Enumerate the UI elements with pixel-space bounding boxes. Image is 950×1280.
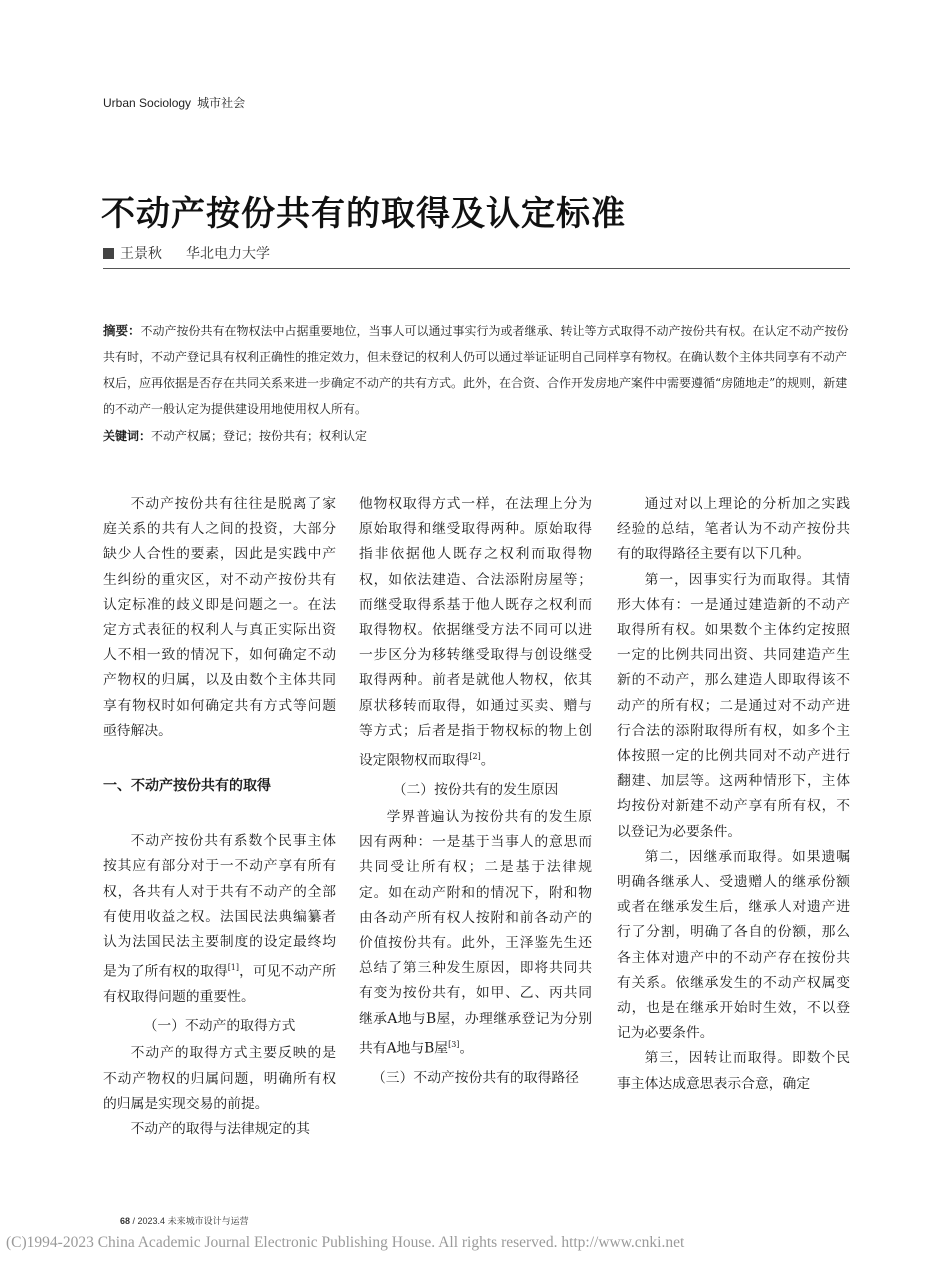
column-1 <box>103 492 336 1142</box>
keywords-label: 关键词： <box>103 429 152 443</box>
abstract-label: 摘要： <box>103 323 141 338</box>
paragraph: 学界普遍认为按份共有的发生原因有两种：一是基于当事人的意思而共同受让所有权；二是基于法律规定。如在动产附和的情况下，附和物由各动产所有权人按附和前各动产的价值按份共有。此外，王泽鉴先生还总结了第三种发生原因，即将共同共有变为按份共有，如甲、乙、丙共同继承A地与B屋，办理继承登记为分别共有A地与B屋[3]。 <box>359 809 592 1057</box>
paragraph: 第一，因事实行为而取得。其情形大体有：一是通过建造新的不动产取得所有权。如果数个主体约定按照一定的比例共同出资、共同建造产生新的不动产，那么建造人即取得该不动产的所有权；二是通过对不动产进行合法的添附取得所有权，如多个主体按照一定的比例共同对不动产进行翻建、加层等。这两种情形下，主体均按份对新建不动产享有所有权，不以登记为必要条件。 <box>617 571 850 840</box>
keywords <box>103 424 850 448</box>
title-divider <box>103 268 850 269</box>
column-3 <box>617 492 850 1097</box>
author-name: 王景秋 <box>120 246 162 262</box>
citation[interactable]: [2] <box>469 752 481 762</box>
page-number: 68 <box>120 1216 131 1226</box>
journal-name: 未来城市设计与运营 <box>167 1216 249 1226</box>
paragraph: 通过对以上理论的分析加之实践经验的总结，笔者认为不动产按份共有的取得路径主要有以下几种。 <box>617 496 850 563</box>
paragraph: 第三，因转让而取得。即数个民事主体达成意思表示合意，确定 <box>617 1050 850 1092</box>
page-footer <box>120 1214 249 1227</box>
affiliation: 华北电力大学 <box>186 246 270 262</box>
column-2 <box>359 492 592 1093</box>
abstract <box>103 318 850 422</box>
subsection-heading: （二）按份共有的发生原因 <box>392 781 559 798</box>
paragraph: 不动产的取得与法律规定的其 <box>130 1121 310 1138</box>
square-bullet-icon <box>103 248 114 259</box>
paragraph: 不动产按份共有往往是脱离了家庭关系的共有人之间的投资，大部分缺少人合性的要素，因此是实践中产生纠纷的重灾区，对不动产按份共有认定标准的歧义即是问题之一。在法定方式表征的权利人与真正实际出资人不相一致的情况下，如何确定不动产物权的归属，以及由数个主体共同享有物权时如何确定共有方式等问题亟待解决。 <box>103 496 336 739</box>
header-zh: 城市社会 <box>197 96 246 110</box>
paragraph: 第二，因继承而取得。如果遗嘱明确各继承人、受遗赠人的继承份额或者在继承发生后，继承人对遗产进行了分割，明确了各自的份额，那么各主体对遗产中的不动产存在按份共有关系。依继承发生的不动产权属变动，也是在继承开始时生效，不以登记为必要条件。 <box>617 848 850 1042</box>
header-en: Urban Sociology <box>103 96 192 110</box>
paragraph: 不动产的取得方式主要反映的是不动产物权的归属问题，明确所有权的归属是实现交易的前提。 <box>103 1045 336 1112</box>
section-heading: 一、不动产按份共有的取得 <box>103 778 271 795</box>
subsection-heading: （三）不动产按份共有的取得路径 <box>372 1069 579 1086</box>
copyright-notice: (C)1994-2023 China Academic Journal Electronic Publishing House. All rights reserved. http://www.cnki.net <box>6 1234 685 1251</box>
abstract-text: 不动产按份共有在物权法中占据重要地位，当事人可以通过事实行为或者继承、转让等方式取得不动产按份共有权。在认定不动产按份共有时，不动产登记具有权利正确性的推定效力，但未登记的权利人仍可以通过举证证明自己同样享有物权。在确认数个主体共同享有不动产权后，应再依据是否存在共同关系来进一步确定不动产的共有方式。此外，在合资、合作开发房地产案件中需要遵循“房随地走”的规则，新建的不动产一般认定为提供建设用地使用权人所有。 <box>103 324 849 416</box>
byline <box>103 243 270 263</box>
citation[interactable]: [1] <box>227 963 240 973</box>
subsection-heading: （一）不动产的取得方式 <box>143 1018 296 1035</box>
issue: / 2023.4 <box>132 1216 166 1226</box>
citation[interactable]: [3] <box>448 1039 460 1049</box>
running-header <box>103 94 245 111</box>
paragraph: 他物权取得方式一样，在法理上分为原始取得和继受取得两种。原始取得指非依据他人既存之权利而取得物权，如依法建造、合法添附房屋等；而继受取得系基于他人既存之权利而取得物权。依据继受方法不同可以进一步区分为移转继受取得与创设继受取得两种。前者是就他人物权，依其原状移转而取得，如通过买卖、赠与等方式；后者是指于物权标的物上创设定限物权而取得[2]。 <box>359 496 592 769</box>
article-title: 不动产按份共有的取得及认定标准 <box>101 194 626 234</box>
paragraph: 不动产按份共有系数个民事主体按其应有部分对于一不动产享有所有权，各共有人对于共有不动产的全部有使用收益之权。法国民法典编纂者认为法国民法主要制度的设定最终均是为了所有权的取得[1]，可见不动产所有权取得问题的重要性。 <box>103 833 337 1006</box>
keywords-text: 不动产权属；登记；按份共有；权利认定 <box>151 429 368 443</box>
